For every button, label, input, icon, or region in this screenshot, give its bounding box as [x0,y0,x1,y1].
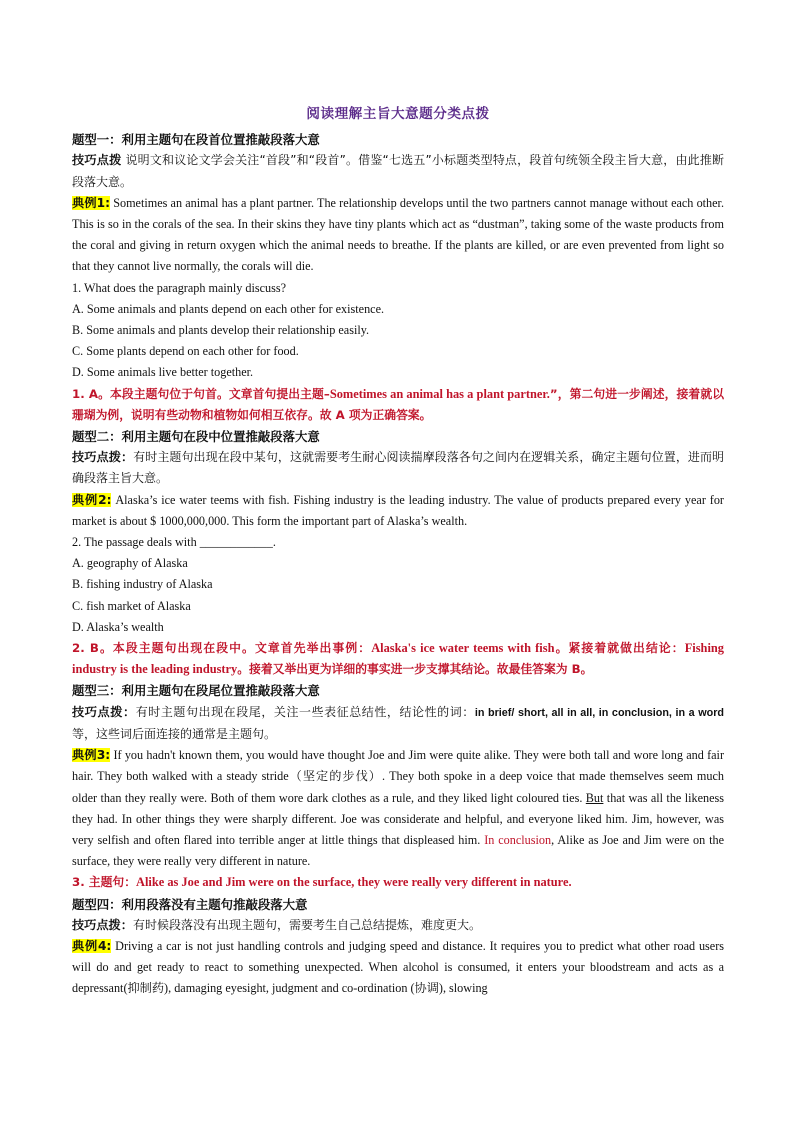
type2-heading: 题型二：利用主题句在段中位置推敲段落大意 [72,429,320,445]
type1-tip-text: 说明文和议论文学会关注“首段”和“段首”。借鉴“七选五”小标题类型特点，段首句统领全段主旨大意，由此推断段落大意。 [72,153,725,189]
type1-answer-prefix: 1. A。本段主题句位于句首。文章首句提出主题– [72,386,330,401]
type1-option-d: D. Some animals live better together. [72,365,254,380]
type1-example-label: 典例1: [72,195,111,210]
type3-answer-en: Alike as Joe and Jim were on the surface, they were really very different in nature. [136,875,572,890]
type2-answer-en2: Fishing industry is the leading industry [72,641,724,677]
type3-tip [72,702,724,745]
type1-tip [72,150,724,192]
type1-example [72,193,724,278]
type1-question: 1. What does the paragraph mainly discuss? [72,280,287,295]
type4-example-text: Driving a car is not just handling controls and judging speed and distance. It requires you to predict what other road users will do and get ready to react to something unexpected. When alcohol is consumed, it enters your bloodstream and acts as a depressant(抑制药), damaging eyesight, judgment and co-ordination (协调), slowing [72,938,724,996]
type3-answer-prefix: 3. 主题句： [72,875,136,890]
type2-option-d: D. Alaska’s wealth [72,619,164,634]
type2-tip-text: 有时主题句出现在段中某句，这就需要考生耐心阅读揣摩段落各句之间内在逻辑关系，确定主题句位置，进而明确段落主旨大意。 [72,450,724,486]
type2-example-label: 典例2: [72,492,112,507]
type4-tip-label: 技巧点拨： [72,917,133,932]
type4-tip-text: 有时候段落没有出现主题句，需要考生自己总结提炼，难度更大。 [132,917,481,932]
type2-question: 2. The passage deals with ____________. [72,535,276,550]
type2-answer-b: 。紧接着就做出结论： [554,641,685,656]
type1-example-text: Sometimes an animal has a plant partner. The relationship develops until the two partners cannot manage without each other. This is so in the corals of the sea. In their skins they have tiny plants which act as “dustman”, taking some of the waste products from the coral and giving in return oxygen which the animal needs to breathe. If the plants are killed, or are even prevented from light so that they cannot live normally, the corals will die. [72,195,724,274]
type1-tip-label: 技巧点拨 [72,153,122,168]
type3-example-p3: , Alike as Joe and Jim were on the surface, they were really very different in nature. [72,832,724,869]
type1-option-c: C. Some plants depend on each other for food. [72,344,299,359]
type2-option-c: C. fish market of Alaska [72,598,191,613]
type2-answer-a: 2. B。本段主题句出现在段中。文章首先举出事例： [72,641,372,656]
type2-option-a: A. geography of Alaska [72,556,188,571]
document-body [72,104,724,1000]
type2-example-text: Alaska’s ice water teems with fish. Fishing industry is the leading industry. The value of products prepared every year for market is about $ 1000,000,000. This form the important part of Alaska’s wealth. [72,492,724,528]
type3-tip-text2: 等，这些词后面连接的通常是主题句。 [72,726,277,741]
type1-heading: 题型一：利用主题句在段首位置推敲段落大意 [72,132,320,148]
type3-heading: 题型三：利用主题句在段尾位置推敲段落大意 [72,683,320,699]
type2-tip [72,447,724,489]
type1-option-a: A. Some animals and plants depend on each other for existence. [72,301,385,316]
type2-tip-label: 技巧点拨： [72,450,134,465]
type3-example [72,745,724,872]
type2-example [72,490,724,532]
type1-option-b: B. Some animals and plants develop their relationship easily. [72,323,370,338]
type4-heading: 题型四：利用段落没有主题句推敲段落大意 [72,896,308,912]
type3-example-conclusion: In conclusion [484,832,552,847]
type3-tip-label: 技巧点拨： [72,704,136,719]
type1-answer-quote: Sometimes an animal has a plant partner. [329,386,550,401]
type2-answer-c: 。接着又举出更为详细的事实进一步支撑其结论。故最佳答案为 B。 [237,662,593,677]
page-title: 阅读理解主旨大意题分类点拨 [306,106,490,122]
type1-answer-suffix: ”，第二句进一步阐述，接着就以珊瑚为例，说明有些动物和植物如何相互依存。故 A 项为正确答案。 [72,386,725,422]
type3-example-but: But [585,790,604,805]
type3-tip-words: in brief/ short, all in all, in conclusion, in a word [474,706,724,719]
type2-answer [72,638,724,680]
type3-answer [72,872,724,893]
type2-answer-en1: Alaska's ice water teems with fish [371,641,555,656]
type2-option-b: B. fishing industry of Alaska [72,577,213,592]
type4-tip [72,915,724,936]
type3-example-p1: If you hadn't known them, you would have thought Joe and Jim were quite alike. They were both tall and wore long and fair hair. They both walked with a steady stride（坚定的步伐）. They both spoke in a deep voice that made themselves seem much older than they really were. Both of them wore dark clothes as a rule, and they liked light coloured ties. [72,748,724,805]
type3-tip-text: 有时主题句出现在段尾，关注一些表征总结性，结论性的词： [135,704,475,719]
type4-example [72,936,724,1000]
type3-example-p2: that was all the likeness they had. In other things they were sharply different. Joe was considerate and helpful, and everyone liked him. Jim, however, was very selfish and often flared into terrible anger at little things that displeased him. [72,790,724,847]
type1-answer [72,384,724,426]
type3-example-label: 典例3: [72,748,111,763]
type4-example-label: 典例4: [72,938,112,953]
